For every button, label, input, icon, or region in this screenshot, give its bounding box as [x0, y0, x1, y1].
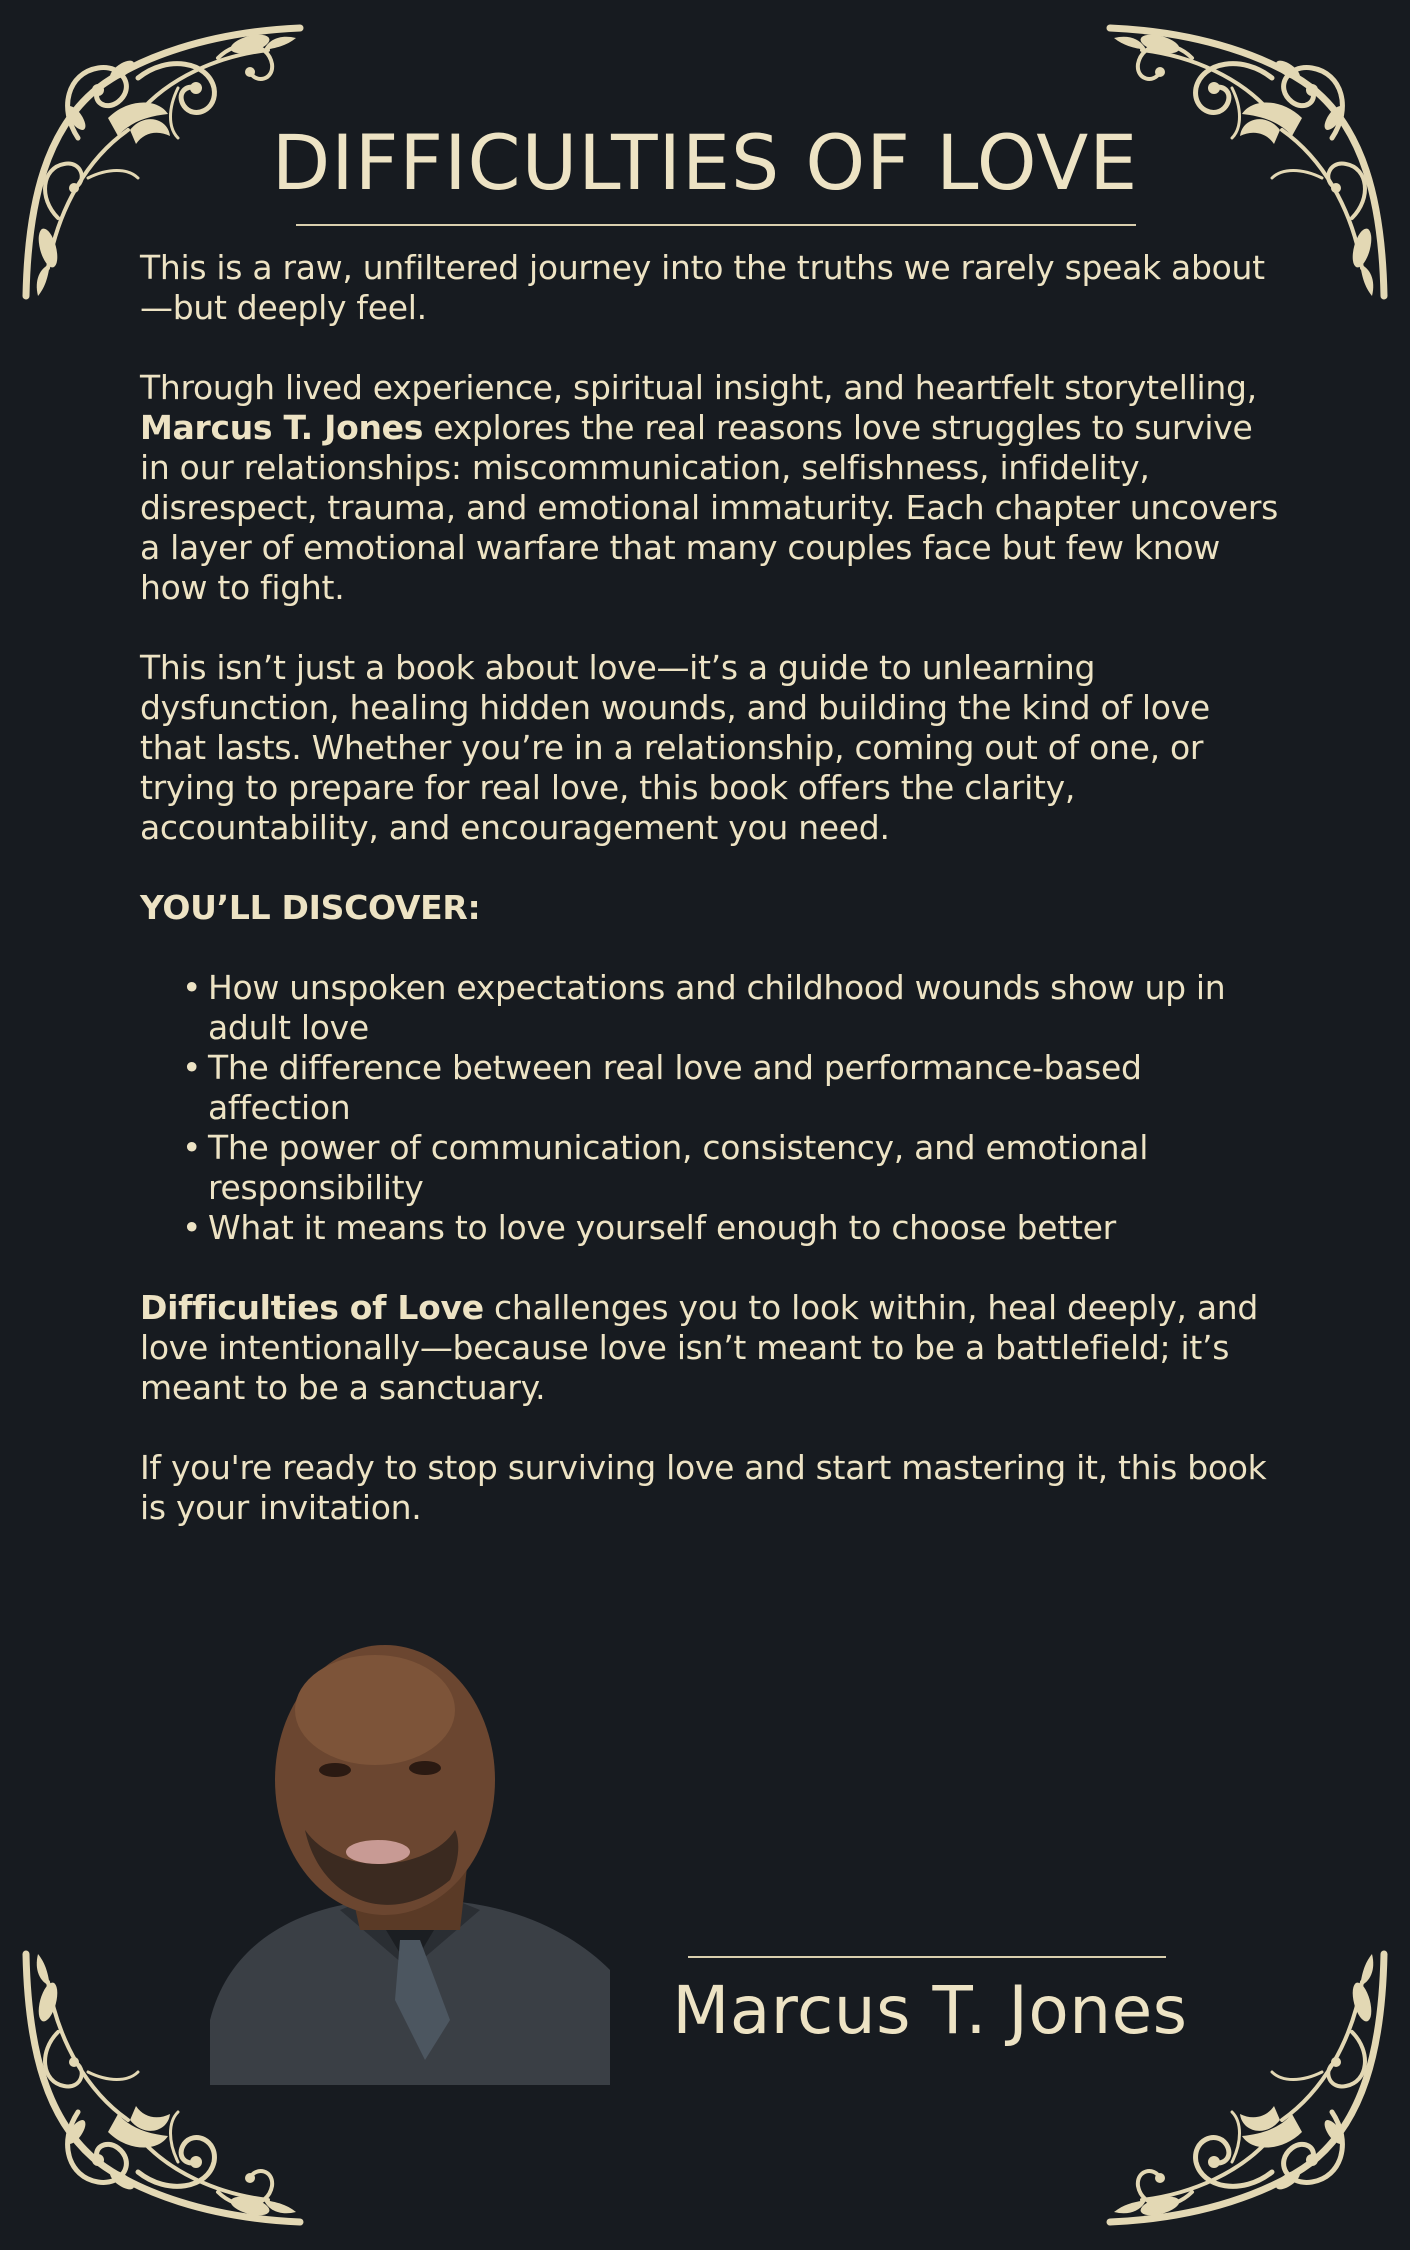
- book-description: [140, 248, 1280, 1568]
- book-title-inline: Difficulties of Love: [140, 1288, 484, 1327]
- list-item: • The power of communication, consistency, and emotional responsibility: [208, 1128, 1280, 1208]
- book-title: DIFFICULTIES OF LOVE: [271, 118, 1139, 207]
- author-divider: [688, 1956, 1166, 1958]
- guide-paragraph: This isn’t just a book about love—it’s a guide to unlearning dysfunction, healing hidden wounds, and building the kind of love that lasts. Whether you’re in a relationship, coming out of one, or trying to prepare for real love, this book offers the clarity, accountability, and encouragement you need.: [140, 648, 1210, 847]
- author-photo: [210, 1640, 610, 2085]
- list-item: • How unspoken expectations and childhood wounds show up in adult love: [208, 968, 1280, 1048]
- author-name-inline: Marcus T. Jones: [140, 408, 424, 447]
- experience-paragraph: [140, 368, 1280, 608]
- author-name: Marcus T. Jones: [672, 1972, 1188, 2049]
- discover-list: [140, 968, 1280, 1248]
- list-item: • The difference between real love and performance-based affection: [208, 1048, 1280, 1128]
- intro-paragraph: This is a raw, unfiltered journey into the truths we rarely speak about—but deeply feel.: [140, 248, 1265, 327]
- para2-lead: Through lived experience, spiritual insight, and heartfelt storytelling,: [140, 368, 1257, 407]
- challenge-paragraph: [140, 1288, 1280, 1408]
- para2-tail: explores the real reasons love struggles to survive in our relationships: miscommunication, selfishness, infidelity, disrespect, trauma, and emotional immaturity. Each chapter uncovers a layer of emotional warfare that many couples face but few know how to fight.: [140, 408, 1279, 607]
- list-item: • What it means to love yourself enough to choose better: [208, 1208, 1280, 1248]
- closing-paragraph: If you're ready to stop surviving love and start mastering it, this book is your invitation.: [140, 1448, 1267, 1527]
- discover-heading: YOU’LL DISCOVER:: [140, 888, 481, 927]
- title-divider: [296, 224, 1136, 226]
- para4-tail: challenges you to look within, heal deeply, and love intentionally—because love isn’t meant to be a battlefield; it’s meant to be a sanctuary.: [140, 1288, 1258, 1407]
